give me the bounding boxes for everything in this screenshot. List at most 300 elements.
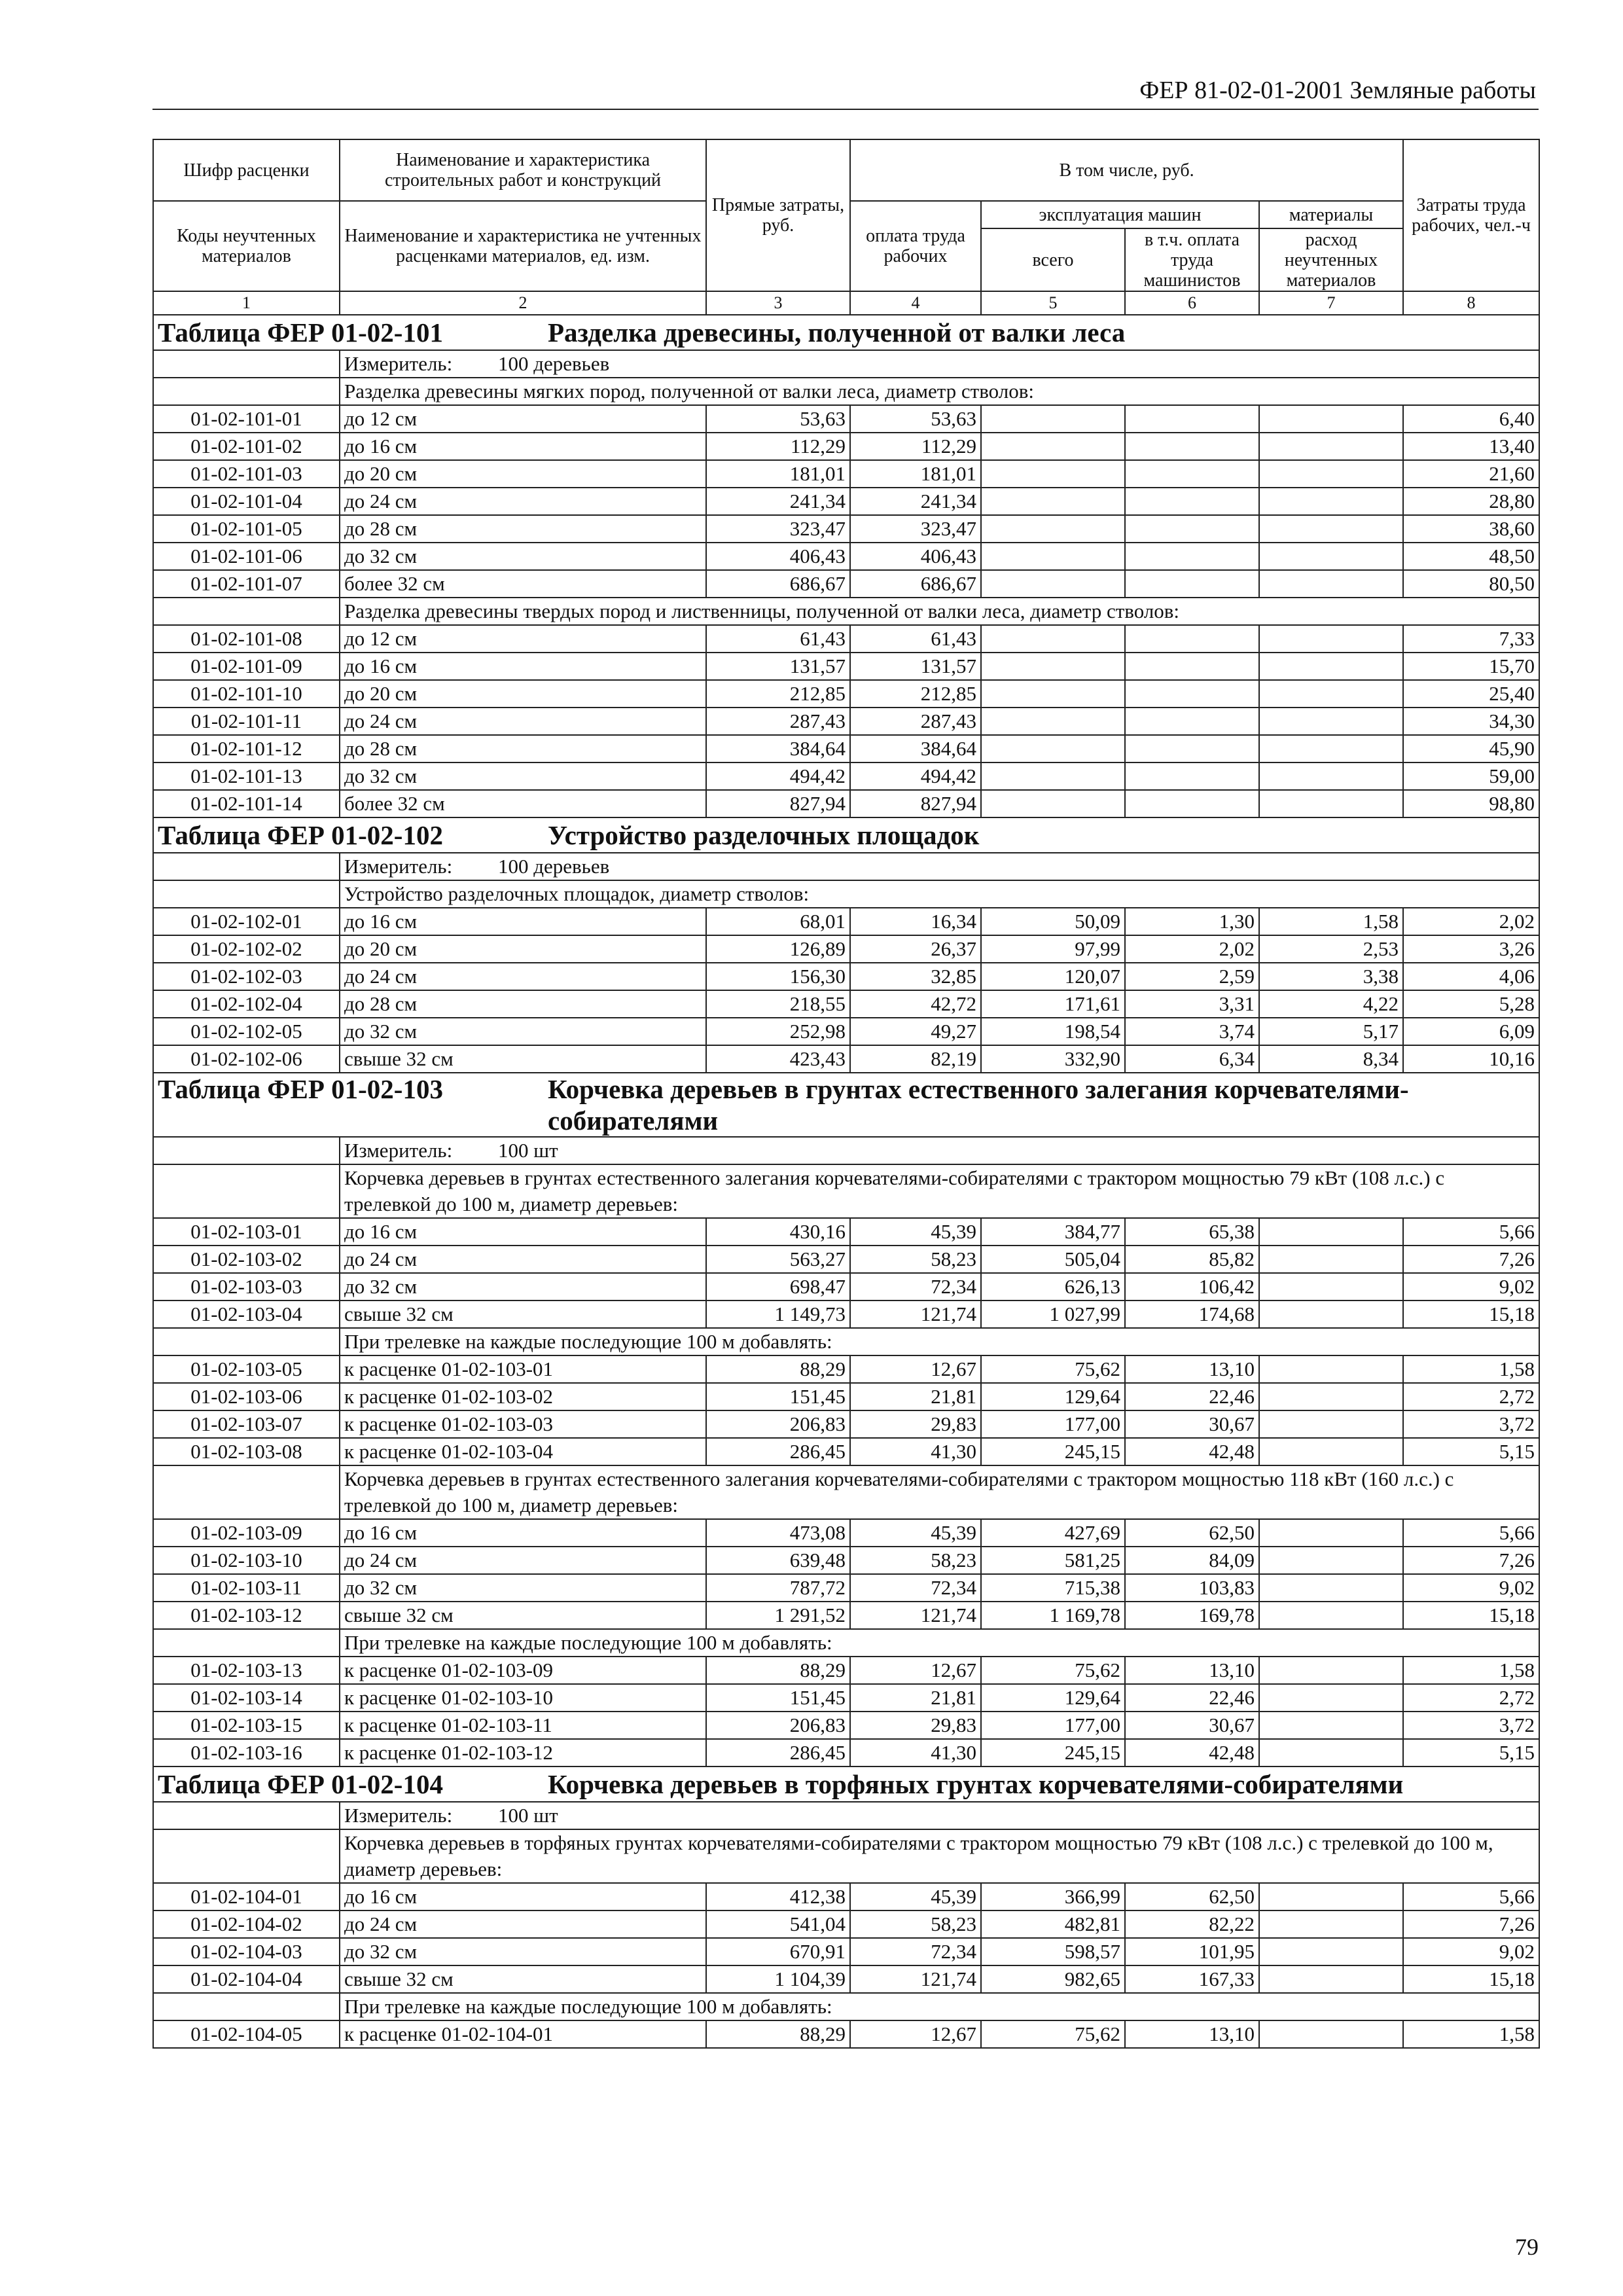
value-c3: 827,94 <box>706 790 850 817</box>
value-c3: 61,43 <box>706 625 850 653</box>
value-c5: 50,09 <box>981 908 1125 935</box>
unit-row <box>153 1137 1539 1164</box>
group-note-row <box>153 880 1539 908</box>
unit-label: Измеритель: <box>344 1139 453 1162</box>
table-row <box>153 1657 1539 1684</box>
value-c3: 68,01 <box>706 908 850 935</box>
column-number: 6 <box>1125 291 1259 315</box>
value-c6 <box>1125 790 1259 817</box>
value-c7 <box>1259 1355 1403 1383</box>
value-c8: 5,28 <box>1403 990 1539 1018</box>
table-row <box>153 515 1539 543</box>
value-c3: 384,64 <box>706 735 850 762</box>
table-row <box>153 1273 1539 1300</box>
value-c4: 12,67 <box>850 1355 981 1383</box>
value-c3: 212,85 <box>706 680 850 708</box>
rate-description: до 28 см <box>340 515 706 543</box>
rate-code: 01-02-102-04 <box>153 990 340 1018</box>
value-c8: 5,15 <box>1403 1438 1539 1465</box>
value-c4: 72,34 <box>850 1574 981 1602</box>
section-label: Таблица ФЕР 01-02-103 <box>158 1074 443 1104</box>
value-c4: 49,27 <box>850 1018 981 1045</box>
value-c7: 2,53 <box>1259 935 1403 963</box>
value-c7 <box>1259 1246 1403 1273</box>
value-c7 <box>1259 708 1403 735</box>
table-header <box>153 139 1539 315</box>
section-title <box>153 817 1539 853</box>
note-empty-cell <box>153 1328 340 1355</box>
value-c6 <box>1125 625 1259 653</box>
value-c5: 75,62 <box>981 2020 1125 2048</box>
group-note: Разделка древесины мягких пород, полученной от валки леса, диаметр стволов: <box>340 378 1539 405</box>
value-c8: 6,09 <box>1403 1018 1539 1045</box>
value-c5 <box>981 543 1125 570</box>
value-c6: 13,10 <box>1125 1355 1259 1383</box>
value-c6: 103,83 <box>1125 1574 1259 1602</box>
value-c6: 106,42 <box>1125 1273 1259 1300</box>
value-c3: 218,55 <box>706 990 850 1018</box>
value-c8: 13,40 <box>1403 433 1539 460</box>
value-c7 <box>1259 433 1403 460</box>
unit-row <box>153 350 1539 378</box>
column-number: 1 <box>153 291 340 315</box>
page-number: 79 <box>1515 2234 1539 2260</box>
table-row <box>153 1910 1539 1938</box>
col-machines-header: эксплуатация машин <box>981 201 1259 228</box>
rate-description: до 32 см <box>340 1018 706 1045</box>
value-c5: 384,77 <box>981 1218 1125 1246</box>
unit-cell <box>340 350 1539 378</box>
value-c3: 541,04 <box>706 1910 850 1938</box>
rate-code: 01-02-103-15 <box>153 1712 340 1739</box>
value-c4: 21,81 <box>850 1383 981 1410</box>
group-note: При трелевке на каждые последующие 100 м добавлять: <box>340 1993 1539 2020</box>
value-c3: 241,34 <box>706 488 850 515</box>
rate-description: до 24 см <box>340 488 706 515</box>
value-c4: 16,34 <box>850 908 981 935</box>
value-c8: 2,72 <box>1403 1383 1539 1410</box>
value-c5 <box>981 570 1125 598</box>
rate-description: к расценке 01-02-103-09 <box>340 1657 706 1684</box>
table-row <box>153 1739 1539 1767</box>
table-row <box>153 1965 1539 1993</box>
rate-code: 01-02-104-02 <box>153 1910 340 1938</box>
rate-description: до 16 см <box>340 1883 706 1910</box>
value-c4: 181,01 <box>850 460 981 488</box>
value-c4: 12,67 <box>850 2020 981 2048</box>
rate-description: до 32 см <box>340 762 706 790</box>
rate-description: до 20 см <box>340 680 706 708</box>
col-materials-header: материалы <box>1259 201 1403 228</box>
value-c5: 177,00 <box>981 1410 1125 1438</box>
col-group-header: В том числе, руб. <box>850 139 1403 201</box>
group-note-row <box>153 598 1539 625</box>
rate-code: 01-02-102-05 <box>153 1018 340 1045</box>
col-material-names-header: Наименование и характеристика не учтенных расценками материалов, ед. изм. <box>340 201 706 291</box>
value-c3: 494,42 <box>706 762 850 790</box>
value-c6: 82,22 <box>1125 1910 1259 1938</box>
unit-cell <box>340 1802 1539 1829</box>
value-c5 <box>981 680 1125 708</box>
value-c4: 82,19 <box>850 1045 981 1073</box>
col-machines-total-header: всего <box>981 228 1125 291</box>
value-c6 <box>1125 762 1259 790</box>
value-c3: 430,16 <box>706 1218 850 1246</box>
rate-code: 01-02-103-09 <box>153 1519 340 1547</box>
value-c3: 151,45 <box>706 1383 850 1410</box>
value-c5: 626,13 <box>981 1273 1125 1300</box>
value-c8: 5,66 <box>1403 1519 1539 1547</box>
column-number: 3 <box>706 291 850 315</box>
value-c3: 151,45 <box>706 1684 850 1712</box>
rate-code: 01-02-103-14 <box>153 1684 340 1712</box>
value-c6: 13,10 <box>1125 2020 1259 2048</box>
table-row <box>153 1938 1539 1965</box>
col-labor-pay-header: оплата труда рабочих <box>850 201 981 291</box>
value-c8: 3,26 <box>1403 935 1539 963</box>
value-c6: 22,46 <box>1125 1684 1259 1712</box>
rate-code: 01-02-102-06 <box>153 1045 340 1073</box>
value-c4: 29,83 <box>850 1410 981 1438</box>
table-row <box>153 1883 1539 1910</box>
value-c6: 3,31 <box>1125 990 1259 1018</box>
section-label: Таблица ФЕР 01-02-102 <box>158 820 443 850</box>
section-name: Разделка древесины, полученной от валки леса <box>548 317 1126 348</box>
table-row <box>153 625 1539 653</box>
value-c5 <box>981 762 1125 790</box>
value-c3: 88,29 <box>706 2020 850 2048</box>
table-row <box>153 1438 1539 1465</box>
value-c5: 482,81 <box>981 1910 1125 1938</box>
table-row <box>153 1574 1539 1602</box>
table-row <box>153 680 1539 708</box>
value-c6: 62,50 <box>1125 1883 1259 1910</box>
value-c8: 34,30 <box>1403 708 1539 735</box>
value-c5 <box>981 405 1125 433</box>
table-row <box>153 1018 1539 1045</box>
value-c7 <box>1259 488 1403 515</box>
table-row <box>153 653 1539 680</box>
unit-empty-cell <box>153 350 340 378</box>
value-c5: 177,00 <box>981 1712 1125 1739</box>
value-c5: 129,64 <box>981 1383 1125 1410</box>
note-empty-cell <box>153 1829 340 1883</box>
rate-description: до 32 см <box>340 1938 706 1965</box>
rate-description: до 32 см <box>340 1273 706 1300</box>
value-c5: 1 169,78 <box>981 1602 1125 1629</box>
value-c8: 2,72 <box>1403 1684 1539 1712</box>
group-note-row <box>153 1164 1539 1218</box>
rate-description: свыше 32 см <box>340 1045 706 1073</box>
column-number: 8 <box>1403 291 1539 315</box>
value-c4: 26,37 <box>850 935 981 963</box>
group-note-row <box>153 1328 1539 1355</box>
rate-code: 01-02-102-01 <box>153 908 340 935</box>
value-c4: 58,23 <box>850 1910 981 1938</box>
rate-description: к расценке 01-02-103-10 <box>340 1684 706 1712</box>
value-c6: 169,78 <box>1125 1602 1259 1629</box>
value-c5: 332,90 <box>981 1045 1125 1073</box>
value-c3: 156,30 <box>706 963 850 990</box>
value-c3: 563,27 <box>706 1246 850 1273</box>
value-c6: 6,34 <box>1125 1045 1259 1073</box>
value-c6: 84,09 <box>1125 1547 1259 1574</box>
unit-empty-cell <box>153 1137 340 1164</box>
value-c5: 245,15 <box>981 1739 1125 1767</box>
table-row <box>153 935 1539 963</box>
value-c6: 13,10 <box>1125 1657 1259 1684</box>
value-c8: 28,80 <box>1403 488 1539 515</box>
table-body <box>153 315 1539 2048</box>
section-name: Корчевка деревьев в грунтах естественного залегания корчевателями-собирателями <box>548 1074 1409 1136</box>
value-c8: 7,26 <box>1403 1910 1539 1938</box>
value-c8: 15,18 <box>1403 1602 1539 1629</box>
col-direct-cost-header: Прямые затраты, руб. <box>706 139 850 291</box>
group-note-row <box>153 1629 1539 1657</box>
table-row <box>153 570 1539 598</box>
table-row <box>153 908 1539 935</box>
value-c5: 129,64 <box>981 1684 1125 1712</box>
rate-code: 01-02-103-11 <box>153 1574 340 1602</box>
section-title-wrap <box>158 819 1535 851</box>
value-c6: 2,02 <box>1125 935 1259 963</box>
group-note-row <box>153 378 1539 405</box>
value-c8: 1,58 <box>1403 1355 1539 1383</box>
rate-code: 01-02-101-02 <box>153 433 340 460</box>
value-c7: 5,17 <box>1259 1018 1403 1045</box>
value-c3: 670,91 <box>706 1938 850 1965</box>
table-row <box>153 1712 1539 1739</box>
rate-description: до 32 см <box>340 543 706 570</box>
rate-code: 01-02-103-03 <box>153 1273 340 1300</box>
value-c3: 639,48 <box>706 1547 850 1574</box>
value-c8: 3,72 <box>1403 1410 1539 1438</box>
value-c5: 120,07 <box>981 963 1125 990</box>
value-c8: 1,58 <box>1403 2020 1539 2048</box>
value-c4: 121,74 <box>850 1965 981 1993</box>
unit-value: 100 деревьев <box>498 855 610 878</box>
value-c6: 174,68 <box>1125 1300 1259 1328</box>
value-c6 <box>1125 433 1259 460</box>
table-row <box>153 1684 1539 1712</box>
value-c7 <box>1259 515 1403 543</box>
rate-code: 01-02-101-07 <box>153 570 340 598</box>
table-row <box>153 1602 1539 1629</box>
section-title-row <box>153 315 1539 350</box>
group-note-row <box>153 1465 1539 1519</box>
value-c4: 45,39 <box>850 1883 981 1910</box>
rate-description: до 20 см <box>340 935 706 963</box>
rate-description: до 20 см <box>340 460 706 488</box>
rate-description: к расценке 01-02-103-04 <box>340 1438 706 1465</box>
note-empty-cell <box>153 1465 340 1519</box>
value-c4: 287,43 <box>850 708 981 735</box>
group-note: Корчевка деревьев в грунтах естественного залегания корчевателями-собирателями с трактором мощностью 79 кВт (108 л.с.) с трелевкой до 100 м, диаметр деревьев: <box>340 1164 1539 1218</box>
unit-label: Измеритель: <box>344 352 453 375</box>
rate-description: к расценке 01-02-103-03 <box>340 1410 706 1438</box>
value-c3: 126,89 <box>706 935 850 963</box>
value-c5: 427,69 <box>981 1519 1125 1547</box>
value-c5: 715,38 <box>981 1574 1125 1602</box>
value-c5: 1 027,99 <box>981 1300 1125 1328</box>
value-c3: 206,83 <box>706 1410 850 1438</box>
value-c3: 1 149,73 <box>706 1300 850 1328</box>
value-c8: 45,90 <box>1403 735 1539 762</box>
value-c6: 101,95 <box>1125 1938 1259 1965</box>
rate-description: до 12 см <box>340 405 706 433</box>
value-c6: 167,33 <box>1125 1965 1259 1993</box>
value-c6: 42,48 <box>1125 1739 1259 1767</box>
value-c7 <box>1259 1739 1403 1767</box>
value-c7 <box>1259 1574 1403 1602</box>
rate-code: 01-02-101-11 <box>153 708 340 735</box>
value-c7 <box>1259 1383 1403 1410</box>
value-c3: 412,38 <box>706 1883 850 1910</box>
rate-code: 01-02-102-02 <box>153 935 340 963</box>
value-c8: 5,15 <box>1403 1739 1539 1767</box>
value-c8: 80,50 <box>1403 570 1539 598</box>
value-c3: 112,29 <box>706 433 850 460</box>
rates-table <box>152 139 1540 2049</box>
value-c8: 98,80 <box>1403 790 1539 817</box>
rate-description: до 24 см <box>340 708 706 735</box>
group-note: Устройство разделочных площадок, диаметр стволов: <box>340 880 1539 908</box>
value-c4: 494,42 <box>850 762 981 790</box>
table-row <box>153 963 1539 990</box>
rate-code: 01-02-101-05 <box>153 515 340 543</box>
table-row <box>153 1383 1539 1410</box>
value-c7: 3,38 <box>1259 963 1403 990</box>
col-machinist-pay-header: в т.ч. оплата труда машинистов <box>1125 228 1259 291</box>
rate-description: свыше 32 см <box>340 1602 706 1629</box>
rate-description: до 12 см <box>340 625 706 653</box>
value-c3: 286,45 <box>706 1739 850 1767</box>
rate-description: до 32 см <box>340 1574 706 1602</box>
value-c6: 65,38 <box>1125 1218 1259 1246</box>
value-c7 <box>1259 1438 1403 1465</box>
value-c8: 21,60 <box>1403 460 1539 488</box>
value-c5 <box>981 433 1125 460</box>
value-c7 <box>1259 625 1403 653</box>
value-c5: 598,57 <box>981 1938 1125 1965</box>
value-c3: 88,29 <box>706 1355 850 1383</box>
value-c3: 1 104,39 <box>706 1965 850 1993</box>
group-note-row <box>153 1993 1539 2020</box>
table-row <box>153 1519 1539 1547</box>
value-c8: 15,18 <box>1403 1965 1539 1993</box>
value-c5: 366,99 <box>981 1883 1125 1910</box>
rate-code: 01-02-103-04 <box>153 1300 340 1328</box>
value-c4: 323,47 <box>850 515 981 543</box>
value-c4: 827,94 <box>850 790 981 817</box>
value-c6 <box>1125 460 1259 488</box>
rate-code: 01-02-103-08 <box>153 1438 340 1465</box>
unit-cell <box>340 853 1539 880</box>
value-c8: 9,02 <box>1403 1938 1539 1965</box>
value-c5 <box>981 515 1125 543</box>
value-c8: 5,66 <box>1403 1883 1539 1910</box>
value-c7 <box>1259 2020 1403 2048</box>
rate-description: до 16 см <box>340 433 706 460</box>
table-row <box>153 405 1539 433</box>
value-c4: 241,34 <box>850 488 981 515</box>
column-number: 4 <box>850 291 981 315</box>
value-c8: 5,66 <box>1403 1218 1539 1246</box>
value-c5 <box>981 708 1125 735</box>
column-number: 5 <box>981 291 1125 315</box>
section-title-wrap <box>158 1073 1535 1136</box>
value-c7 <box>1259 1712 1403 1739</box>
value-c4: 58,23 <box>850 1547 981 1574</box>
table-row <box>153 762 1539 790</box>
value-c5 <box>981 488 1125 515</box>
value-c7: 4,22 <box>1259 990 1403 1018</box>
section-title <box>153 1073 1539 1137</box>
group-note: При трелевке на каждые последующие 100 м добавлять: <box>340 1629 1539 1657</box>
note-empty-cell <box>153 598 340 625</box>
column-number: 7 <box>1259 291 1403 315</box>
table-row <box>153 488 1539 515</box>
value-c7 <box>1259 1547 1403 1574</box>
table-row <box>153 1355 1539 1383</box>
table-row <box>153 1045 1539 1073</box>
value-c8: 10,16 <box>1403 1045 1539 1073</box>
rate-code: 01-02-103-02 <box>153 1246 340 1273</box>
value-c7 <box>1259 405 1403 433</box>
value-c4: 686,67 <box>850 570 981 598</box>
unit-empty-cell <box>153 853 340 880</box>
rate-code: 01-02-101-10 <box>153 680 340 708</box>
value-c4: 29,83 <box>850 1712 981 1739</box>
rate-code: 01-02-101-01 <box>153 405 340 433</box>
section-title-wrap <box>158 317 1535 348</box>
col-labor-hours-header: Затраты труда рабочих, чел.-ч <box>1403 139 1539 291</box>
section-title <box>153 1767 1539 1802</box>
rate-code: 01-02-103-13 <box>153 1657 340 1684</box>
value-c7 <box>1259 1218 1403 1246</box>
unit-empty-cell <box>153 1802 340 1829</box>
value-c7 <box>1259 1910 1403 1938</box>
rate-description: до 24 см <box>340 1246 706 1273</box>
value-c8: 59,00 <box>1403 762 1539 790</box>
value-c7 <box>1259 460 1403 488</box>
rate-description: более 32 см <box>340 570 706 598</box>
value-c6 <box>1125 405 1259 433</box>
rate-description: к расценке 01-02-103-11 <box>340 1712 706 1739</box>
value-c3: 473,08 <box>706 1519 850 1547</box>
value-c7 <box>1259 1602 1403 1629</box>
value-c7 <box>1259 680 1403 708</box>
value-c8: 9,02 <box>1403 1273 1539 1300</box>
value-c4: 72,34 <box>850 1273 981 1300</box>
rate-description: к расценке 01-02-103-01 <box>340 1355 706 1383</box>
unit-label: Измеритель: <box>344 1804 453 1827</box>
value-c8: 25,40 <box>1403 680 1539 708</box>
table-row <box>153 543 1539 570</box>
rate-description: до 24 см <box>340 1910 706 1938</box>
table-row <box>153 1410 1539 1438</box>
rate-code: 01-02-101-04 <box>153 488 340 515</box>
value-c4: 58,23 <box>850 1246 981 1273</box>
rate-code: 01-02-104-04 <box>153 1965 340 1993</box>
value-c8: 6,40 <box>1403 405 1539 433</box>
table-row <box>153 1246 1539 1273</box>
value-c3: 698,47 <box>706 1273 850 1300</box>
value-c8: 38,60 <box>1403 515 1539 543</box>
value-c6: 3,74 <box>1125 1018 1259 1045</box>
unit-value: 100 деревьев <box>498 352 610 375</box>
value-c8: 15,70 <box>1403 653 1539 680</box>
